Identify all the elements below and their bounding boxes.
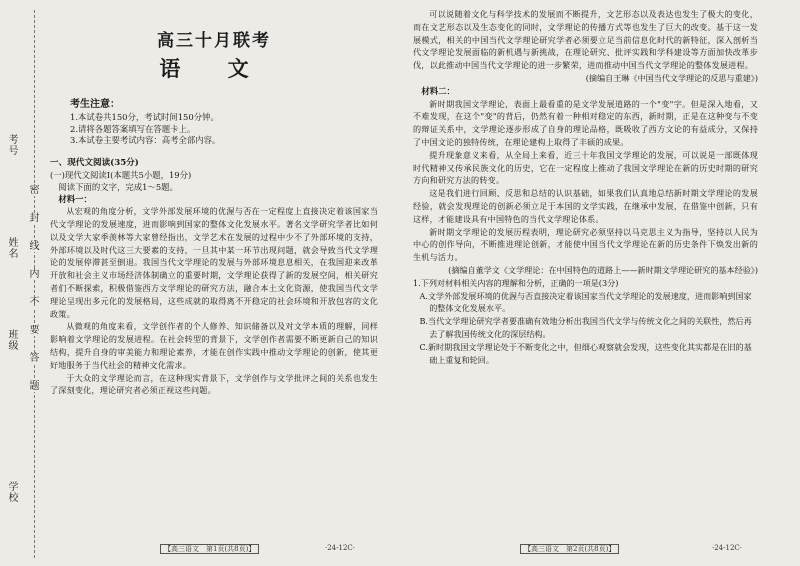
notice-item: 3.本试卷主要考试内容：高考全部内容。 <box>70 135 221 145</box>
exam-number-label: 考号 <box>8 135 19 157</box>
body-paragraph: 从宏观的角度分析，文学外部发展环境的优渥与否在一定程度上直接决定着该国家当代文学理论的发展速度，进而影响到国家的整体文化发展水平。著名文学研究学者比如何以及文学大家季羡林等大家曾经指出，文学艺术在发展的过程中少不了外部环境的支持，外部环境以及时代这三大要素的支持，一旦其中某一环节出现问题，就会导致当代文学理论的发展停滞甚至倒退。我国当代文学理论的发展与外部环境息息相关，在我国迎来改革开放和社会主义市场经济体制确立的重要时期，文学理论获得了新的发展空间，相关研究者们不断探索，积极借鉴西方文学理论的研究方法，融合本土文化资源，使我国当代文学理论呈现出多元化的发展格局，这些成就的取得离不开稳定的社会环境和开放包容的文化政策。 <box>50 206 378 319</box>
seal-char: 要 <box>29 325 40 336</box>
body-paragraph: 提升现象意义来看，从全局上来看，近三十年我国文学理论的发展，可以说是一部既体现时代精神又传承民族文化的历史，它在一定程度上推动了我国文学理论在新的历史时期的研究方向和研究方法的转变。 <box>413 149 758 186</box>
name-label: 姓名 <box>8 238 19 260</box>
source-citation: (摘编自王琳《中国当代文学理论的反思与重建》) <box>585 72 758 83</box>
seal-char: 封 <box>29 213 40 224</box>
page-2-code: ·24-12C· <box>712 544 742 552</box>
notice-item: 1.本试卷共150分，考试时间150分钟。 <box>70 112 219 122</box>
seal-char: 内 <box>29 269 40 280</box>
page-1-code: ·24-12C· <box>325 544 355 552</box>
body-paragraph: 新时期我国文学理论，表面上最看重的是文学发展道路的一个"变"字。但是深入地看，又不难发现，在这个"变"的背后，仍然有着一种相对稳定的东西，新时期，正是在这种变与不变的辩证关系中，文学理论逐步形成了自身的理论品格，既吸收了西方文论的有益成分，又保持了中国文论的独特传统，在理论建构上取得了丰硕的成果。 <box>413 98 758 147</box>
reading-instruction: 阅读下面的文字，完成1～5题。 <box>58 181 178 192</box>
class-label: 班级 <box>8 330 19 352</box>
notice-heading: 考生注意： <box>70 99 120 110</box>
body-paragraph: 这是我们进行回顾、反思和总结的认识基础，如果我们认真地总结新时期文学理论的发展经验，就会发现理论的创新必须立足于本国的文学实践，在继承中发展，在借鉴中创新，只有这样，才能建设具有中国特色的当代文学理论体系。 <box>413 188 758 224</box>
exam-title: 高三十月联考 <box>157 31 271 51</box>
seal-char: 线 <box>29 241 40 252</box>
option-a: A.文学外部发展环境的优渥与否直接决定着该国家当代文学理论的发展速度，进而影响到国家的整体文化发展水平。 <box>419 290 752 314</box>
source-citation: (摘编自董学文《文学理论：在中国特色的道路上——新时期文学理论研究的基本经验》) <box>448 264 758 275</box>
page-1-number: 【高三语文 第1页(共8页)】 <box>160 544 259 554</box>
page-1-column <box>50 8 378 538</box>
subject-title: 语 文 <box>159 56 269 81</box>
page-2-number: 【高三语文 第2页(共8页)】 <box>520 544 619 554</box>
body-paragraph: 从微观的角度来看，文学创作者的个人修养、知识储备以及对文学本质的理解，同样影响着文学理论的发展进程。在社会转型的背景下，文学创作者需要不断更新自己的知识结构，提升自身的审美能力和理论素养，才能在创作实践中推动文学理论的创新，使其更好地服务于当代社会的精神文化需求。 <box>50 321 378 370</box>
binding-margin <box>0 0 44 566</box>
section-heading: 一、现代文阅读(35分) <box>50 157 139 168</box>
body-paragraph: 可以说随着文化与科学技术的发展而不断提升，文艺形态以及表达也发生了极大的变化，而在文艺形态以及生态变化的同时，文学理论的传播方式等也发生了巨大的改变。基于这一发展模式，相关的中国当代文学理论研究学者必须要立足当前信息化时代的新特征，深入剖析当代文学理论发展面临的新机遇与新挑战，在理论研究、批评实践和学科建设等方面加快改革步伐，以此推动中国当代文学理论的进一步繁荣，进而推动中国当代文学理论的整体发展进程。 <box>413 9 758 71</box>
seal-char: 不 <box>29 297 40 308</box>
body-paragraph: 新时期文学理论的发展历程表明，理论研究必须坚持以马克思主义为指导，坚持以人民为中心的创作导向，不断推进理论创新，才能使中国当代文学理论在新的历史条件下焕发出新的生机与活力。 <box>413 226 758 263</box>
notice-item: 2.请将各题答案填写在答题卡上。 <box>70 123 196 134</box>
page-2-column <box>413 8 758 538</box>
body-paragraph: 于大众的文学理论而言，在这种现实背景下，文学创作与文学批评之间的关系也发生了深刻变化，理论研究者必须正视这些问题。 <box>50 372 378 396</box>
page-2-footer <box>520 544 619 554</box>
material-label: 材料一： <box>58 193 92 204</box>
seal-char: 答 <box>29 353 40 364</box>
seal-char: 密 <box>29 185 40 196</box>
material-label: 材料二： <box>421 85 455 96</box>
page-1-footer <box>160 544 259 554</box>
option-c: C.新时期我国文学理论处于不断变化之中，但细心观察就会发现，这些变化其实都是在旧的基础上重复和轮回。 <box>419 341 752 365</box>
seal-char: 题 <box>29 381 40 392</box>
question-1: 1.下列对材料相关内容的理解和分析，正确的一项是(3分) <box>413 277 619 288</box>
cut-line <box>34 10 35 558</box>
option-b: B.当代文学理论研究学者要准确有效地分析出我国当代文学与传统文化之间的关联性，然后再去了解我国传统文化的深层结构。 <box>419 316 752 339</box>
subsection-heading: (一)现代文阅读Ⅰ(本题共5小题，19分) <box>50 169 192 180</box>
school-label: 学校 <box>8 482 19 504</box>
